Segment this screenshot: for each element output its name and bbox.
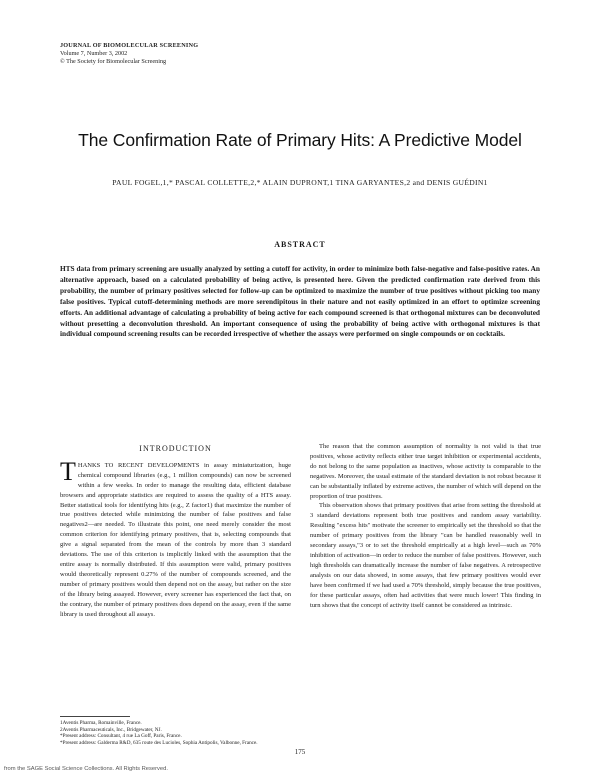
footnote: 2Aventis Pharmaceuticals, Inc., Bridgewater, NJ. bbox=[60, 726, 162, 733]
intro-paragraph-3: This observation shows that primary positives that arise from setting the threshold at 3 standard deviations represent both true positives and random assay variability. Resulting "excess hits" motivate the screener to empirically set the threshold so that the number of primary positives from the library "can be handled reasonably well in secondary assays,"3 or to set the threshold empirically at a high level—such as 70% inhibition of activation—in order to reduce the number of false positives. However, such high thresholds can dramatically increase the number of false negatives. A retrospective analysis on our data showed, in some assays, that few primary positives would ever have been confirmed if we had used a 70% threshold, simply because the true positives, for these particular assays, often had activities that were much lower! This finding in turn shows that the concept of activity itself cannot be considered as intrinsic. bbox=[310, 502, 541, 609]
journal-name: JOURNAL OF BIOMOLECULAR SCREENING bbox=[60, 42, 199, 49]
right-column bbox=[310, 442, 541, 610]
journal-header bbox=[60, 42, 198, 66]
author-list: PAUL FOGEL,1,* PASCAL COLLETTE,2,* ALAIN DUPRONT,1 TINA GARYANTES,2 and DENIS GUÉDIN1 bbox=[112, 178, 488, 187]
footnote: *Present address: Galderma R&D, 635 route des Lucioles, Sophia Antipolis, Valbonne, France. bbox=[60, 739, 258, 746]
footnote: *Present address: Consultant, 4 rue La Goff, Paris, France. bbox=[60, 733, 182, 740]
footnote-rule bbox=[60, 716, 130, 717]
journal-volume: Volume 7, Number 3, 2002 bbox=[60, 50, 128, 57]
abstract-heading: ABSTRACT bbox=[274, 240, 326, 249]
page-number: 175 bbox=[294, 748, 306, 756]
journal-copyright: © The Society for Biomolecular Screening bbox=[60, 58, 167, 65]
intro-paragraph-1 bbox=[60, 456, 291, 620]
footnotes bbox=[60, 720, 258, 746]
footnote: 1Aventis Pharma, Romainville, France. bbox=[60, 720, 142, 726]
source-line: from the SAGE Social Science Collections. All Rights Reserved. bbox=[4, 766, 168, 772]
abstract-text: HTS data from primary screening are usually analyzed by setting a cutoff for activity, in order to minimize both false-negative and false-positive rates. An alternative approach, based on a calculated probability of being active, is presented here. Given the predicted confirmation rate derived from this probability, the number of primary positives selected for follow-up can be optimized to maximize the number of true positives without picking too many false positives. Typical cutoff-determining methods are more serendipitous in their nature and not easily optimized in an effort to optimize screening efforts. An additional advantage of calculating a probability of being active for each compound screened is that orthogonal mixtures can be deconvoluted without presetting a deconvolution threshold. An important consequence of using the probability of being active with orthogonal mixtures is that individual compound screening results can be recorded irrespective of whether the assays were performed on single compounds or on cocktails. bbox=[60, 264, 540, 339]
intro-paragraph-1-text: HANKS TO RECENT DEVELOPMENTS in assay miniaturization, huge chemical compound libraries (e.g., 1 million compounds) can now be screened within a few weeks. In order to manage the resulting data, efficient database browsers and appropriate statistics are required to assess the quality of a HTS assay. Better statistical tools for identifying hits (e.g., Z factor1) that maximize the number of true positives detected while minimizing the number of false positives and false negatives2—are needed. To illustrate this point, one need merely consider the most common criterion for identifying primary positives, that is, selecting compounds that give a signal separated from the mean of the controls by more than 3 standard deviations. The use of this criterion is implicitly linked with the assumption that the entire assay is normally distributed. If this assumption were valid, primary positives would theoretically represent 0.27% of the number of compounds screened, and the number of primary positives would then depend not on the assay, but rather on the size of the library being assayed. However, every screener has experienced the fact that, on the contrary, the number of primary positives does depend on the assay, even if the same library is used throughout all assays. bbox=[60, 461, 291, 618]
paper-title: The Confirmation Rate of Primary Hits: A Predictive Model bbox=[78, 130, 522, 150]
introduction-heading: INTRODUCTION bbox=[139, 444, 212, 453]
left-column bbox=[60, 442, 291, 619]
intro-paragraph-2: The reason that the common assumption of normality is not valid is that true positives, whose activity reflects either true target inhibition or experimental accidents, do not belong to the same population as inactives, whose activity is comparable to the negatives. Moreover, the usual estimate of the standard deviation is not robust because it can be substantially inflated by extreme actives, the number of which will depend on the proportion of true positives. bbox=[310, 443, 541, 500]
drop-cap: T bbox=[60, 456, 76, 486]
